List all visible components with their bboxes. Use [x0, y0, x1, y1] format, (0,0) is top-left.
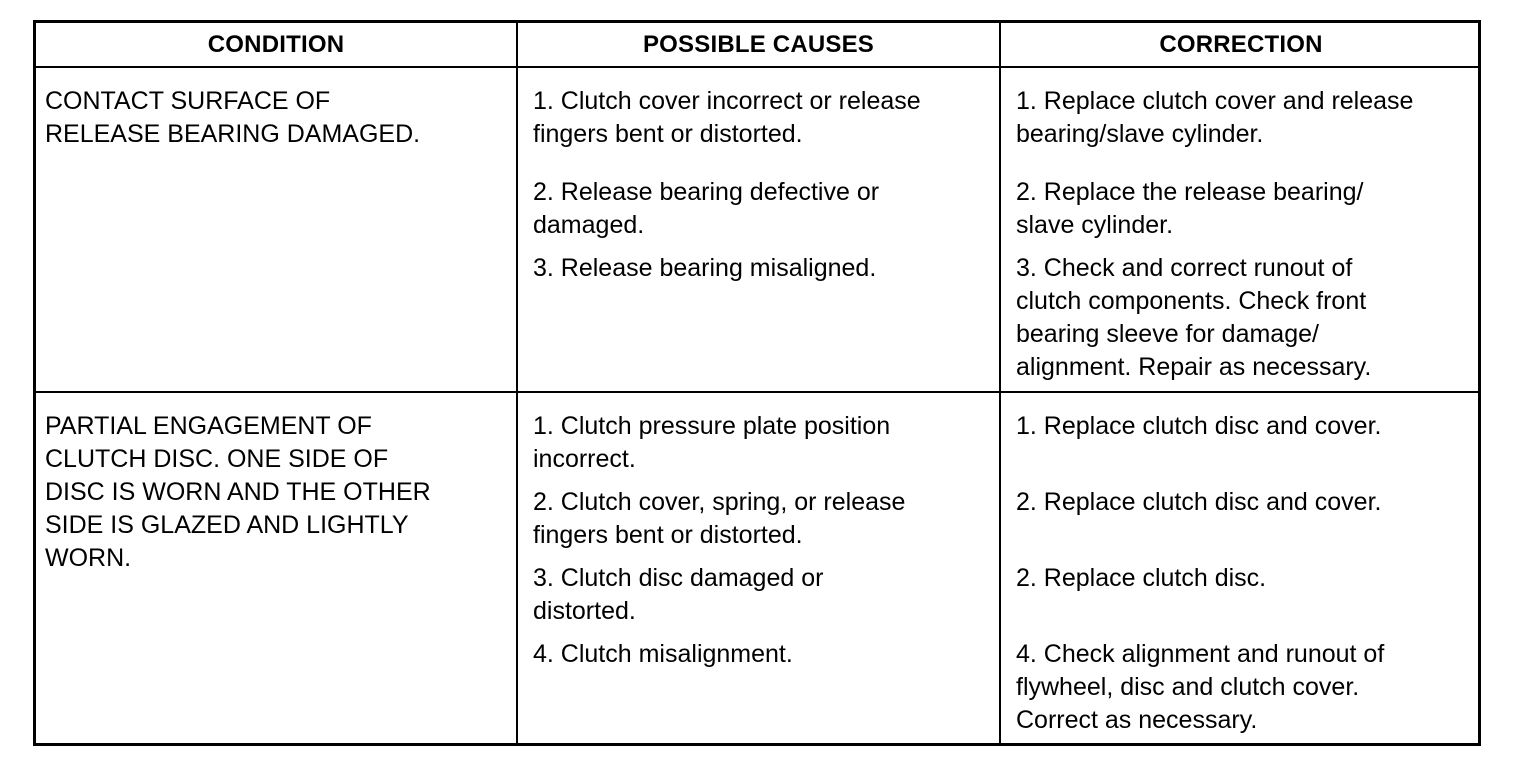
- condition-line: PARTIAL ENGAGEMENT OF: [45, 412, 372, 440]
- cause-cell: [533, 252, 876, 285]
- correction-line: 2. Replace clutch disc and cover.: [1016, 488, 1382, 516]
- column-divider-2: [999, 23, 1001, 743]
- correction-cell: [1016, 410, 1381, 443]
- correction-cell: [1016, 176, 1363, 242]
- condition-line: DISC IS WORN AND THE OTHER: [45, 478, 431, 506]
- header-correction: CORRECTION: [1159, 31, 1323, 58]
- cause-line: damaged.: [533, 211, 645, 239]
- cause-line: incorrect.: [533, 445, 636, 473]
- cause-cell: [533, 638, 793, 671]
- condition-line: WORN.: [45, 544, 132, 572]
- correction-line: Correct as necessary.: [1016, 706, 1258, 734]
- cause-line: 4. Clutch misalignment.: [533, 640, 793, 668]
- correction-line: bearing/slave cylinder.: [1016, 120, 1264, 148]
- correction-line: slave cylinder.: [1016, 211, 1174, 239]
- condition-line: RELEASE BEARING DAMAGED.: [45, 120, 421, 148]
- correction-line: 2. Replace clutch disc.: [1016, 564, 1267, 592]
- condition-line: CLUTCH DISC. ONE SIDE OF: [45, 445, 389, 473]
- row-divider: [36, 391, 1478, 393]
- correction-cell: [1016, 638, 1384, 737]
- correction-line: 4. Check alignment and runout of: [1016, 640, 1385, 668]
- correction-cell: [1016, 486, 1381, 519]
- cause-cell: [533, 176, 879, 242]
- header-possible-causes: POSSIBLE CAUSES: [642, 31, 875, 58]
- condition-cell-row-2: [45, 410, 431, 575]
- cause-line: 3. Release bearing misaligned.: [533, 254, 877, 282]
- cause-line: distorted.: [533, 597, 636, 625]
- correction-cell: [1016, 252, 1371, 384]
- correction-cell: [1016, 562, 1266, 595]
- header-condition: CONDITION: [207, 31, 345, 58]
- correction-line: 1. Replace clutch cover and release: [1016, 87, 1414, 115]
- correction-line: 2. Replace the release bearing/: [1016, 178, 1364, 206]
- condition-cell-row-1: [45, 85, 420, 151]
- troubleshooting-table: [33, 20, 1481, 746]
- correction-line: 1. Replace clutch disc and cover.: [1016, 412, 1382, 440]
- cause-line: fingers bent or distorted.: [533, 521, 803, 549]
- cause-line: 3. Clutch disc damaged or: [533, 564, 824, 592]
- cause-cell: [533, 85, 921, 151]
- cause-line: 1. Clutch cover incorrect or release: [533, 87, 921, 115]
- condition-line: CONTACT SURFACE OF: [45, 87, 331, 115]
- condition-line: SIDE IS GLAZED AND LIGHTLY: [45, 511, 409, 539]
- correction-line: flywheel, disc and clutch cover.: [1016, 673, 1360, 701]
- correction-line: 3. Check and correct runout of: [1016, 254, 1353, 282]
- cause-line: 2. Clutch cover, spring, or release: [533, 488, 906, 516]
- cause-line: 2. Release bearing defective or: [533, 178, 880, 206]
- correction-line: alignment. Repair as necessary.: [1016, 353, 1372, 381]
- cause-cell: [533, 562, 823, 628]
- cause-line: 1. Clutch pressure plate position: [533, 412, 891, 440]
- correction-line: bearing sleeve for damage/: [1016, 320, 1319, 348]
- cause-cell: [533, 410, 890, 476]
- column-divider-1: [516, 23, 518, 743]
- correction-cell: [1016, 85, 1413, 151]
- cause-cell: [533, 486, 905, 552]
- cause-line: fingers bent or distorted.: [533, 120, 803, 148]
- correction-line: clutch components. Check front: [1016, 287, 1367, 315]
